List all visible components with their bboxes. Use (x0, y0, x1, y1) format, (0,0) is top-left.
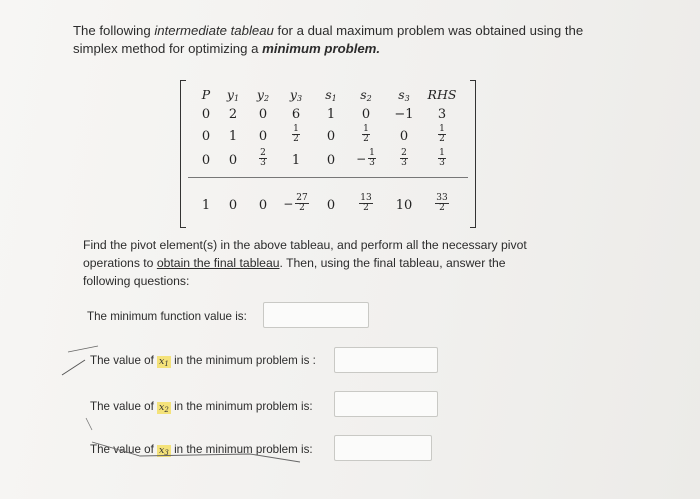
tableau-cell: 0 (361, 107, 371, 122)
tableau-cell: $\frac{2}{3}$ (401, 148, 407, 168)
tableau-cell: $\frac{13}{2}$ (360, 193, 372, 213)
tableau-cell: 3 (437, 107, 447, 122)
tableau-cell: 1 (326, 107, 336, 122)
x3-value-input[interactable] (334, 435, 432, 461)
tableau-cell: 0 (258, 129, 268, 144)
tableau-cell: 0 (228, 153, 238, 168)
tableau-cell: 0 (201, 129, 211, 144)
intro-text-1: The following (73, 23, 155, 38)
x3-label-post: in the minimum problem is: (170, 443, 313, 456)
tableau-cell: $\frac{1}{3}$ (439, 148, 445, 168)
min-value-label: The minimum function value is: (87, 310, 247, 323)
tableau-cell: 1 (228, 129, 238, 144)
tableau-cell: − $\frac{27}{2}$ (283, 193, 308, 213)
tableau-header-y1: y1 (226, 87, 240, 103)
tableau-header-y3: y3 (289, 87, 303, 103)
tableau-header-y2: y2 (256, 87, 270, 103)
x2-value-input[interactable] (334, 391, 438, 417)
intro-text-italic: intermediate tableau (154, 23, 274, 38)
tableau-cell: 0 (399, 129, 409, 144)
tableau-header-s1: s1 (325, 87, 337, 103)
x1-label-pre: The value of (90, 354, 158, 367)
tableau-cell: − $\frac{1}{3}$ (356, 148, 375, 168)
tableau-cell: 2 (228, 107, 238, 122)
intro-text-bold: minimum problem. (262, 41, 381, 56)
tableau-cell: $\frac{33}{2}$ (436, 193, 448, 213)
tableau-cell: 0 (258, 107, 268, 122)
problem-intro (73, 22, 593, 58)
tableau-cell: $\frac{1}{2}$ (439, 124, 445, 144)
tableau-cell: 10 (395, 198, 413, 213)
simplex-tableau (180, 80, 476, 228)
tableau-header-rhs: RHS (427, 87, 457, 102)
tableau-cell: 0 (201, 107, 211, 122)
tableau-cell: 0 (258, 198, 268, 213)
x2-variable: $x_2$ (159, 402, 169, 414)
instructions-text-1: Find the pivot element(s) in the above tableau, and perform all the necessary pivot operations to (83, 238, 527, 270)
x1-label-post: in the minimum problem is : (170, 354, 316, 367)
tableau-cell: $\frac{2}{3}$ (260, 148, 266, 168)
x2-question-label (90, 400, 313, 414)
tableau-right-bracket (470, 80, 476, 228)
tableau-cell: $\frac{1}{2}$ (363, 124, 369, 144)
x2-label-pre: The value of (90, 400, 158, 413)
tableau-left-bracket (180, 80, 186, 228)
tableau-cell: 0 (201, 153, 211, 168)
tableau-divider (188, 177, 468, 178)
x1-value-input[interactable] (334, 347, 438, 373)
tableau-header-s2: s2 (360, 87, 372, 103)
x2-label-post: in the minimum problem is: (170, 400, 313, 413)
tableau-cell: $\frac{1}{2}$ (293, 124, 299, 144)
instructions-link-text: obtain the final tableau (156, 256, 280, 270)
x1-question-label (90, 354, 316, 368)
x3-label-pre: The value of (90, 443, 158, 456)
tableau-cell: 1 (201, 198, 211, 213)
tableau-header-s3: s3 (398, 87, 410, 103)
x3-question-label (90, 443, 313, 457)
instructions (83, 236, 553, 290)
intro-text-2: for a dual maximum problem was obtained using the simplex method for optimizing a (73, 23, 584, 56)
tableau-cell: 6 (291, 107, 301, 122)
tableau-cell: −1 (394, 107, 414, 122)
tableau-cell: 0 (228, 198, 238, 213)
tableau-header-p: P (201, 87, 211, 102)
tableau-cell: 1 (291, 153, 301, 168)
tableau-cell: 0 (326, 129, 336, 144)
min-value-input[interactable] (263, 302, 369, 328)
x1-variable: $x_1$ (159, 356, 169, 368)
tableau-cell: 0 (326, 153, 336, 168)
x3-variable: $x_3$ (159, 445, 169, 457)
tableau-cell: 0 (326, 198, 336, 213)
instructions-text-2: . Then, using the final tableau, answer the following questions: (83, 256, 506, 288)
